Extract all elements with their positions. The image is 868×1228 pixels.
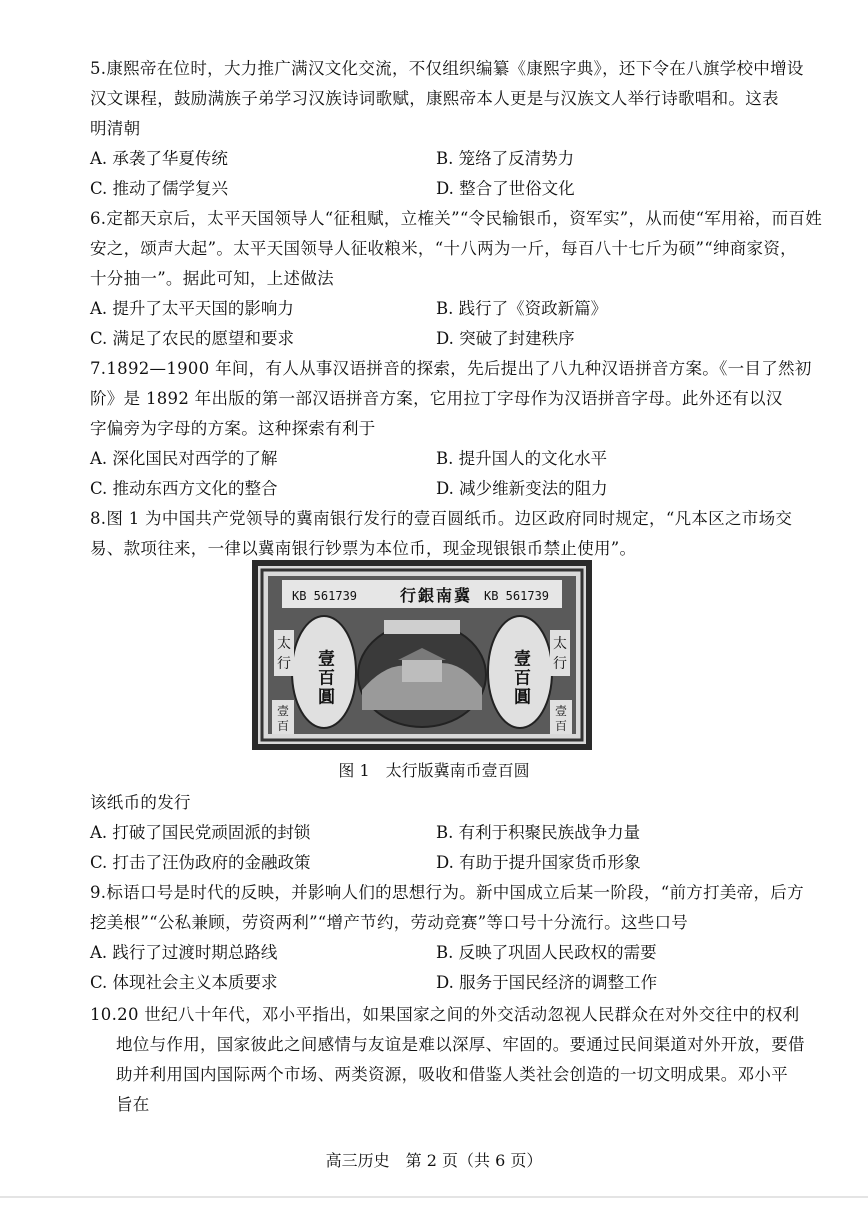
q7-option-b: B. 提升国人的文化水平 <box>436 449 608 468</box>
q10-stem-line-1: 10.20 世纪八十年代，邓小平指出，如果国家之间的外交活动忽视人民群众在对外交往中的权利 <box>90 1005 800 1024</box>
q5-option-b: B. 笼络了反清势力 <box>436 149 575 168</box>
q10-stem-line-3: 助并利用国内国际两个市场、两类资源，吸收和借鉴人类社会创造的一切文明成果。邓小平 <box>116 1065 788 1084</box>
banknote-figure <box>252 560 592 750</box>
banknote-serial-left: KB 561739 <box>292 589 358 603</box>
bottom-rule <box>0 1196 868 1198</box>
banknote-corner-right-2: 百 <box>554 719 568 733</box>
q6-option-c: C. 满足了农民的愿望和要求 <box>90 329 295 348</box>
figure-caption: 图 1 太行版冀南币壹百圆 <box>338 761 530 780</box>
q6-stem-line-1: 6.定都天京后，太平天国领导人“征租赋，立榷关”“令民输银币，资军实”，从而使“军用裕，而百姓 <box>90 209 823 228</box>
q8-after-figure: 该纸币的发行 <box>90 793 191 812</box>
q8-option-c: C. 打击了汪伪政府的金融政策 <box>90 853 311 872</box>
q7-option-a: A. 深化国民对西学的了解 <box>90 449 278 468</box>
q6-option-a: A. 提升了太平天国的影响力 <box>90 299 294 318</box>
q8-option-b: B. 有利于积聚民族战争力量 <box>436 823 641 842</box>
q10-stem-line-4: 旨在 <box>116 1095 150 1114</box>
q8-stem-line-2: 易、款项往来，一律以冀南银行钞票为本位币，现金现银银币禁止使用”。 <box>90 539 637 558</box>
banknote-side-right-1: 太 <box>553 636 567 652</box>
banknote-arch-band <box>384 620 460 634</box>
q9-option-a: A. 践行了过渡时期总路线 <box>90 943 278 962</box>
q8-stem-line-1: 8.图 1 为中国共产党领导的冀南银行发行的壹百圆纸币。边区政府同时规定，“凡本区之市场交 <box>90 509 793 528</box>
banknote-corner-left-2: 百 <box>276 719 290 733</box>
banknote-bank-name: 行銀南冀 <box>400 586 473 605</box>
q5-stem-line-2: 汉文课程，鼓励满族子弟学习汉族诗词歌赋，康熙帝本人更是与汉族文人举行诗歌唱和。这表 <box>90 89 779 108</box>
banknote-building <box>402 660 442 682</box>
q7-option-d: D. 减少维新变法的阻力 <box>436 479 608 498</box>
q5-stem-line-1: 5.康熙帝在位时，大力推广满汉文化交流，不仅组织编纂《康熙字典》，还下令在八旗学校中增设 <box>90 59 804 78</box>
banknote-serial-right: KB 561739 <box>484 589 550 603</box>
q6-option-b: B. 践行了《资政新篇》 <box>436 299 608 318</box>
q5-stem-line-3: 明清朝 <box>90 119 141 138</box>
banknote-side-left-2: 行 <box>277 656 291 672</box>
q8-option-d: D. 有助于提升国家货币形象 <box>436 853 641 872</box>
q7-stem-line-1: 7.1892—1900 年间，有人从事汉语拼音的探索，先后提出了八九种汉语拼音方案。《一目了然初 <box>90 359 812 378</box>
q6-stem-line-2: 安之，颂声大起”。太平天国领导人征收粮米，“十八两为一斤，每百八十七斤为硕”“绅商家资， <box>90 239 797 258</box>
q9-option-d: D. 服务于国民经济的调整工作 <box>436 973 658 992</box>
q9-option-c: C. 体现社会主义本质要求 <box>90 973 278 992</box>
banknote-denomination-left: 壹百圓 <box>314 649 334 707</box>
q7-option-c: C. 推动东西方文化的整合 <box>90 479 278 498</box>
banknote-side-left-1: 太 <box>277 636 291 652</box>
q5-option-d: D. 整合了世俗文化 <box>436 179 575 198</box>
q7-stem-line-3: 字偏旁为字母的方案。这种探索有利于 <box>90 419 376 438</box>
q5-option-c: C. 推动了儒学复兴 <box>90 179 229 198</box>
q9-stem-line-2: 挖美根”“公私兼顾，劳资两利”“增产节约，劳动竞赛”等口号十分流行。这些口号 <box>90 913 689 932</box>
q9-option-b: B. 反映了巩固人民政权的需要 <box>436 943 657 962</box>
q5-option-a: A. 承袭了华夏传统 <box>90 149 228 168</box>
q9-stem-line-1: 9.标语口号是时代的反映，并影响人们的思想行为。新中国成立后某一阶段，“前方打美帝，后方 <box>90 883 804 902</box>
q7-stem-line-2: 阶》是 1892 年出版的第一部汉语拼音方案，它用拉丁字母作为汉语拼音字母。此外还有以汉 <box>90 389 783 408</box>
banknote-corner-left-1: 壹 <box>276 704 290 718</box>
banknote-corner-right-1: 壹 <box>554 704 568 718</box>
banknote-side-right-2: 行 <box>553 656 567 672</box>
q8-option-a: A. 打破了国民党顽固派的封锁 <box>90 823 311 842</box>
q6-stem-line-3: 十分抽一”。据此可知，上述做法 <box>90 269 334 288</box>
q6-option-d: D. 突破了封建秩序 <box>436 329 575 348</box>
banknote-denomination-right: 壹百圓 <box>510 649 530 707</box>
page-footer: 高三历史 第 2 页（共 6 页） <box>325 1151 543 1170</box>
q10-stem-line-2: 地位与作用，国家彼此之间感情与友谊是难以深厚、牢固的。要通过民间渠道对外开放，要借 <box>116 1035 805 1054</box>
